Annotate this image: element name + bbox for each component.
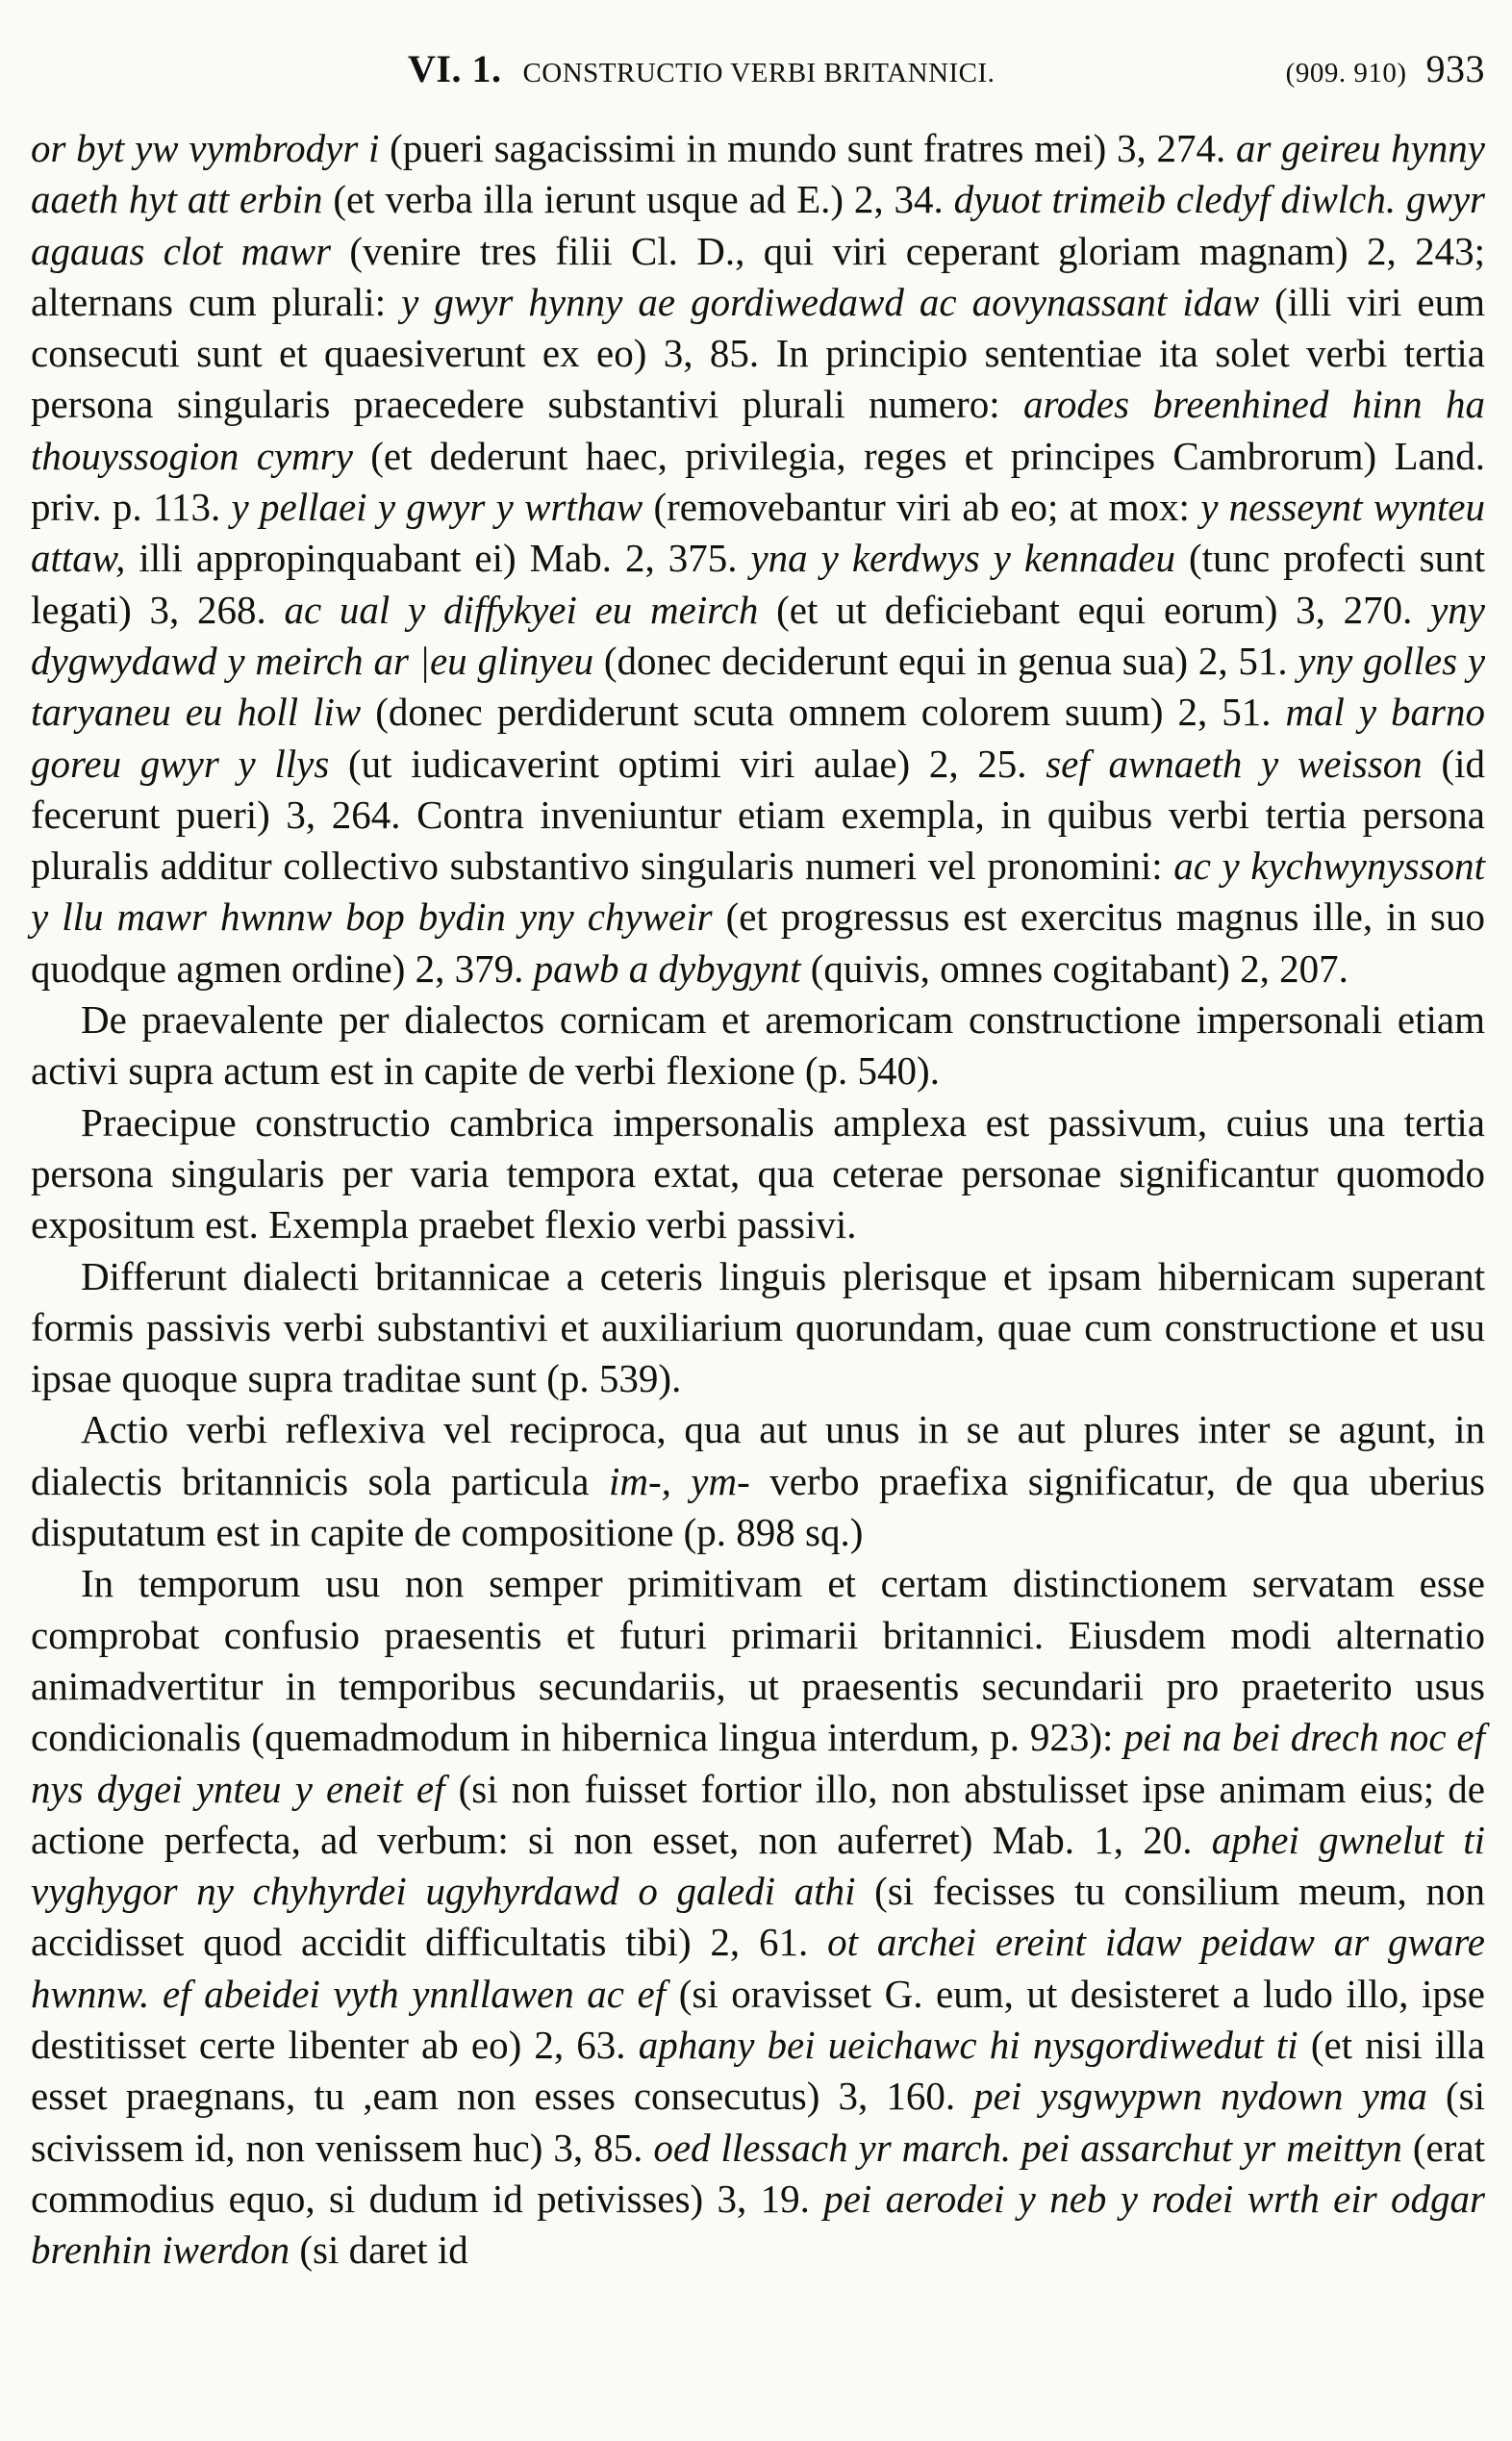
latin-text: (erat commodius equo, si dudum id petivisses) 3, 19. xyxy=(31,2125,1485,2221)
welsh-citation: y pellaei y gwyr y wrthaw xyxy=(231,485,643,530)
welsh-citation: ac y kychwynyssont y llu mawr hwnnw bop bydin yny chyweir xyxy=(31,843,1485,940)
paragraph xyxy=(31,1251,1485,1405)
welsh-citation: pei aerodei y neb y rodei wrth eir odgar brenhin iwerdon xyxy=(31,2176,1485,2273)
paragraph xyxy=(31,1097,1485,1251)
latin-text: De praevalente per dialectos cornicam et aremoricam constructione impersonali etiam activi supra actum est in capite de verbi flexione (p. 540). xyxy=(31,997,1485,1094)
paragraph xyxy=(31,1558,1485,2276)
latin-text: (si daret id xyxy=(290,2227,468,2273)
running-title: CONSTRUCTIO VERBI BRITANNICI. xyxy=(522,58,995,88)
welsh-citation: ar geireu hynny aaeth hyt att erbin xyxy=(31,126,1485,222)
latin-text: verbo praefixa significatur, de qua uberius disputatum est in capite de compositione (p. 898 sq.) xyxy=(31,1458,1485,1555)
welsh-citation: ac ual y diffykyei eu meirch xyxy=(284,587,759,632)
running-head xyxy=(31,46,1485,123)
latin-text: (removebantur viri ab eo; at mox: xyxy=(643,485,1201,530)
welsh-citation: yna y kerdwys y kennadeu xyxy=(750,536,1175,581)
paragraph xyxy=(31,1404,1485,1558)
paragraph-range: (909. 910) xyxy=(1285,58,1407,88)
latin-text: (et verba illa ierunt usque ad E.) 2, 34. xyxy=(322,177,954,222)
welsh-citation: pei na bei drech noc ef nys dygei ynteu y eneit ef xyxy=(31,1715,1485,1811)
welsh-citation: y gwyr hynny ae gordiwedawd ac aovynassant idaw xyxy=(401,279,1260,324)
latin-text: (et nisi illa esset praegnans, tu ,eam non esses consecutus) 3, 160. xyxy=(31,2022,1485,2119)
welsh-citation: yny dygwydawd y meirch ar |eu glinyeu xyxy=(31,587,1485,683)
welsh-citation: arodes breenhined hinn ha thouyssogion cymry xyxy=(31,382,1485,478)
latin-text: (si fecisses tu consilium meum, non accidisset quod accidit difficultatis tibi) 2, 61. xyxy=(31,1869,1485,1965)
latin-text: Actio verbi reflexiva vel reciproca, qua aut unus in se aut plures inter se agunt, in dialectis britannicis sola particula xyxy=(31,1407,1485,1503)
welsh-citation: ot archei ereint idaw peidaw ar gware hwnnw. ef abeidei vyth ynnllawen ac ef xyxy=(31,1920,1485,2016)
welsh-citation: aphei gwnelut ti vyghygor ny chyhyrdei ugyhyrdawd o galedi athi xyxy=(31,1817,1485,1914)
latin-text: (ut iudicaverint optimi viri aulae) 2, 25. xyxy=(329,741,1046,786)
latin-text: Praecipue constructio cambrica impersonalis amplexa est passivum, cuius una tertia persona singularis per varia tempora extat, qua ceterae personae significantur quomodo expositum est. Exempla praebet flexio verbi passivi. xyxy=(31,1099,1485,1247)
section-number: VI. 1. xyxy=(408,47,502,90)
welsh-citation: pei ysgwypwn nydown yma xyxy=(973,2074,1427,2119)
latin-text: (si non fuisset fortior illo, non abstulisset ipse animam eius; de actione perfecta, ad verbum: si non esset, non auferret) Mab. 1, 20. xyxy=(31,1766,1485,1862)
welsh-citation: aphany bei ueichawc hi nysgordiwedut ti xyxy=(638,2022,1298,2067)
latin-text: (illi viri eum consecuti sunt et quaesiverunt ex eo) 3, 85. In principio sententiae ita solet verbi tertia persona singularis praecedere substantivi plurali numero: xyxy=(31,279,1485,427)
latin-text: (si scivissem id, non venissem huc) 3, 85. xyxy=(31,2074,1486,2170)
latin-text: (donec deciderunt equi in genua sua) 2, 51. xyxy=(593,638,1298,683)
welsh-citation: dyuot trimeib cledyf diwlch. gwyr agauas clot mawr xyxy=(31,177,1485,273)
welsh-citation: mal y barno goreu gwyr y llys xyxy=(31,690,1486,786)
welsh-citation: pawb a dybygynt xyxy=(533,945,801,991)
welsh-citation: sef awnaeth y weisson xyxy=(1046,741,1423,786)
latin-text: (et progressus est exercitus magnus ille, in suo quodque agmen ordine) 2, 379. xyxy=(31,894,1486,991)
latin-text: illi appropinquabant ei) Mab. 2, 375. xyxy=(125,536,751,581)
latin-text: (et dederunt haec, privilegia, reges et principes Cambrorum) Land. priv. p. 113. xyxy=(31,433,1485,530)
body-text xyxy=(31,123,1485,2276)
paragraph xyxy=(31,994,1485,1097)
latin-text: Differunt dialecti britannicae a ceteris linguis plerisque et ipsam hibernicam superant formis passivis verbi substantivi et auxiliarium quorundam, quae cum constructione et usu ipsae quoque supra traditae sunt (p. 539). xyxy=(31,1253,1485,1401)
latin-text: In temporum usu non semper primitivam et certam distinctionem servatam esse comprobat confusio praesentis et futuri primarii britannici. Eiusdem modi alternatio animadvertitur in temporibus secundariis, ut praesentis secundarii pro praeterito usus condicionalis (quemadmodum in hibernica lingua interdum, p. 923): xyxy=(31,1561,1485,1760)
paragraph xyxy=(31,123,1485,994)
page-number: 933 xyxy=(1425,47,1485,90)
latin-text: (donec perdiderunt scuta omnem colorem suum) 2, 51. xyxy=(361,690,1286,735)
latin-text: (et ut deficiebant equi eorum) 3, 270. xyxy=(758,587,1431,632)
latin-text: (si oravisset G. eum, ut desisteret a ludo illo, ipse destitisset certe libenter ab eo) 2, 63. xyxy=(31,1971,1486,2067)
latin-text: (quivis, omnes cogitabant) 2, 207. xyxy=(800,945,1348,991)
latin-text: (id fecerunt pueri) 3, 264. Contra inveniuntur etiam exempla, in quibus verbi tertia persona pluralis additur collectivo substantivo singularis numeri vel pronomini: xyxy=(31,741,1486,889)
latin-text: (tunc profecti sunt legati) 3, 268. xyxy=(31,536,1485,632)
welsh-citation: yny golles y taryaneu eu holl liw xyxy=(31,638,1486,735)
welsh-citation: im-, ym- xyxy=(608,1458,750,1503)
welsh-citation: oed llessach yr march. pei assarchut yr meittyn xyxy=(653,2125,1402,2170)
latin-text: (pueri sagacissimi in mundo sunt fratres mei) 3, 274. xyxy=(379,126,1236,170)
welsh-citation: or byt yw vymbrodyr i xyxy=(31,126,380,170)
latin-text: (venire tres filii Cl. D., qui viri ceperant gloriam magnam) 2, 243; alternans cum plurali: xyxy=(31,228,1485,324)
welsh-citation: y nesseynt wynteu attaw, xyxy=(31,485,1486,581)
